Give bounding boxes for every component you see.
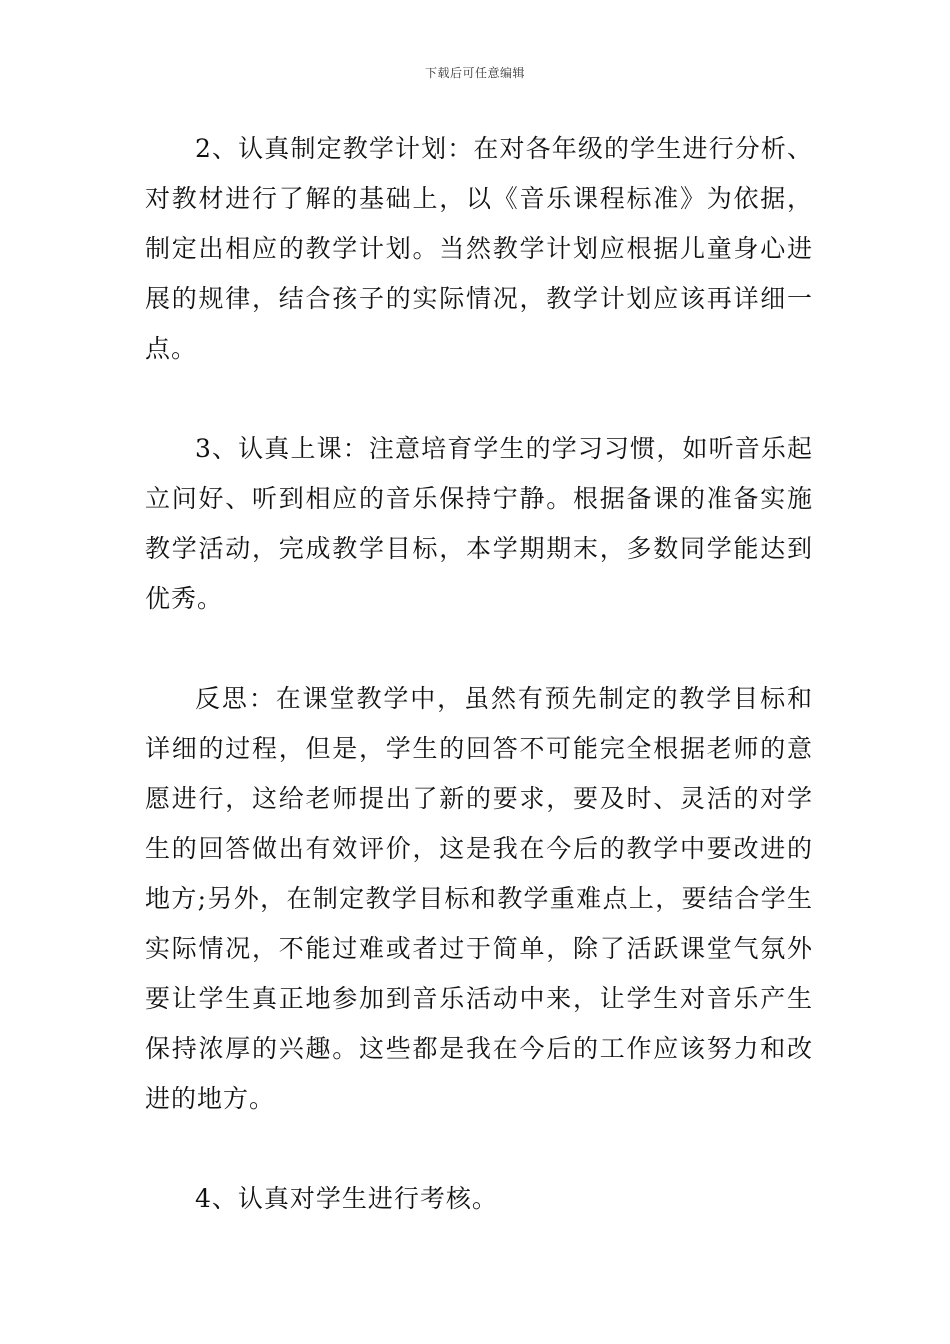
paragraph-class-lessons: 3、认真上课：注意培育学生的学习习惯，如听音乐起立问好、听到相应的音乐保持宁静。根据备课的准备实施教学活动，完成教学目标，本学期期末，多数同学能达到优秀。 — [145, 434, 813, 613]
page-header: 下载后可任意编辑 — [424, 66, 525, 80]
document-body — [145, 124, 813, 1224]
paragraph-reflection: 反思：在课堂教学中，虽然有预先制定的教学目标和详细的过程，但是，学生的回答不可能完全根据老师的意愿进行，这给老师提出了新的要求，要及时、灵活的对学生的回答做出有效评价，这是我在今后的教学中要改进的地方;另外，在制定教学目标和教学重难点上，要结合学生实际情况，不能过难或者过于简单，除了活跃课堂气氛外要让学生真正地参加到音乐活动中来，让学生对音乐产生保持浓厚的兴趣。这些都是我在今后的工作应该努力和改进的地方。 — [145, 684, 813, 1113]
paragraph-assessment: 4、认真对学生进行考核。 — [195, 1184, 498, 1213]
paragraph-teaching-plan: 2、认真制定教学计划：在对各年级的学生进行分析、对教材进行了解的基础上，以《音乐课程标准》为依据，制定出相应的教学计划。当然教学计划应根据儿童身心进展的规律，结合孩子的实际情况，教学计划应该再详细一点。 — [145, 134, 813, 363]
